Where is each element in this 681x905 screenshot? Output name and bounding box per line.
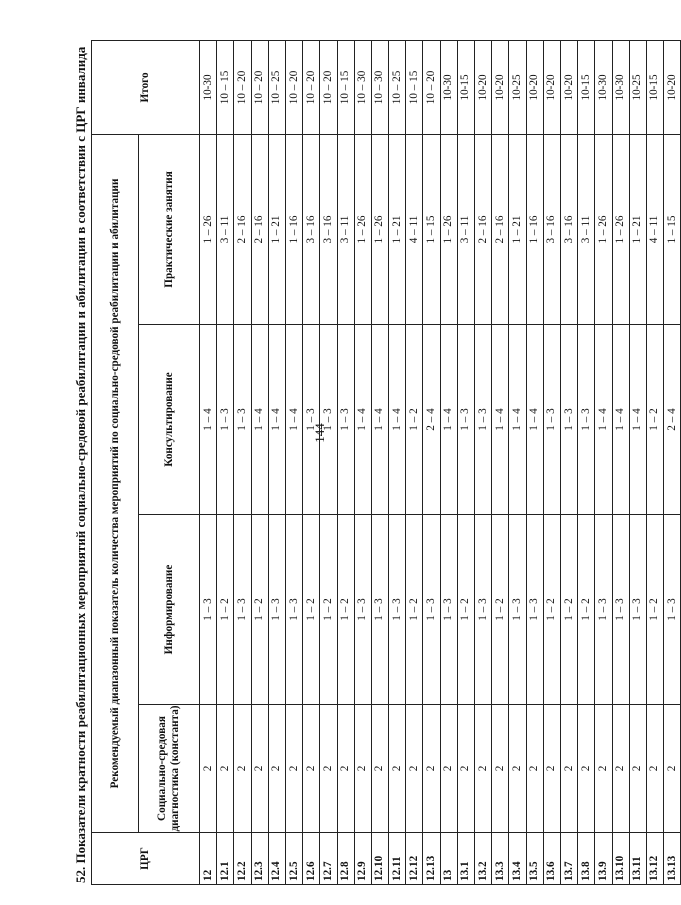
practical-cell: 1 – 26 [200,134,217,324]
table-row [526,40,543,884]
crg-cell: 13.4 [509,833,526,885]
total-cell: 10-20 [492,40,509,134]
crg-cell: 12.10 [371,833,388,885]
total-cell: 10-15 [457,40,474,134]
practical-cell: 3 – 16 [543,134,560,324]
crg-cell: 12.4 [268,833,285,885]
consulting-cell: 1 – 4 [629,325,646,515]
practical-cell: 3 – 11 [457,134,474,324]
consulting-cell: 1 – 4 [389,325,406,515]
informing-cell: 1 – 2 [217,515,234,705]
consulting-cell: 1 – 4 [595,325,612,515]
practical-cell: 3 – 11 [217,134,234,324]
total-cell: 10 – 25 [389,40,406,134]
consulting-cell: 1 – 3 [457,325,474,515]
consulting-cell: 1 – 4 [251,325,268,515]
crg-cell: 13.7 [560,833,577,885]
consulting-cell: 1 – 3 [337,325,354,515]
crg-cell: 13.8 [578,833,595,885]
practical-cell: 1 – 15 [423,134,440,324]
practical-cell: 1 – 21 [509,134,526,324]
diagnostics-cell: 2 [526,705,543,833]
table-row [251,40,268,884]
diagnostics-cell: 2 [457,705,474,833]
consulting-cell: 1 – 4 [492,325,509,515]
crg-cell: 13.12 [646,833,663,885]
page-number: 144 [312,423,327,443]
diagnostics-cell: 2 [578,705,595,833]
informing-cell: 1 – 3 [612,515,629,705]
table-row [234,40,251,884]
informing-cell: 1 – 2 [406,515,423,705]
crg-cell: 13.3 [492,833,509,885]
crg-cell: 13.13 [664,833,681,885]
crg-cell: 12 [200,833,217,885]
total-cell: 10-30 [612,40,629,134]
table-row [509,40,526,884]
total-cell: 10-15 [578,40,595,134]
table-row [578,40,595,884]
diagnostics-cell: 2 [543,705,560,833]
informing-cell: 1 – 3 [389,515,406,705]
informing-cell: 1 – 2 [303,515,320,705]
practical-cell: 2 – 16 [251,134,268,324]
informing-cell: 1 – 2 [492,515,509,705]
practical-cell: 3 – 16 [303,134,320,324]
table-row [457,40,474,884]
practical-cell: 3 – 11 [578,134,595,324]
consulting-cell: 1 – 4 [526,325,543,515]
table-row [285,40,302,884]
diagnostics-cell: 2 [251,705,268,833]
table-row [406,40,423,884]
practical-cell: 3 – 16 [320,134,337,324]
crg-cell: 12.7 [320,833,337,885]
header-practical: Практические занятия [139,134,200,324]
crg-cell: 13.9 [595,833,612,885]
informing-cell: 1 – 3 [664,515,681,705]
diagnostics-cell: 2 [303,705,320,833]
consulting-cell: 1 – 4 [285,325,302,515]
practical-cell: 1 – 21 [268,134,285,324]
diagnostics-cell: 2 [595,705,612,833]
informing-cell: 1 – 2 [560,515,577,705]
informing-cell: 1 – 2 [337,515,354,705]
crg-cell: 13.2 [475,833,492,885]
practical-cell: 1 – 26 [354,134,371,324]
diagnostics-cell: 2 [406,705,423,833]
total-cell: 10 – 15 [406,40,423,134]
total-cell: 10 – 30 [354,40,371,134]
crg-cell: 12.1 [217,833,234,885]
consulting-cell: 1 – 4 [440,325,457,515]
total-cell: 10-25 [629,40,646,134]
informing-cell: 1 – 3 [200,515,217,705]
crg-cell: 12.8 [337,833,354,885]
practical-cell: 1 – 16 [526,134,543,324]
consulting-cell: 1 – 4 [371,325,388,515]
informing-cell: 1 – 3 [475,515,492,705]
informing-cell: 1 – 3 [509,515,526,705]
table-row [664,40,681,884]
total-cell: 10 – 20 [320,40,337,134]
diagnostics-cell: 2 [612,705,629,833]
header-group: Рекомендуемый диапазонный показатель количества мероприятий по социально-средовой реабилитации и абилитации [92,134,139,832]
diagnostics-cell: 2 [389,705,406,833]
crg-cell: 12.5 [285,833,302,885]
crg-cell: 12.11 [389,833,406,885]
header-diagnostics: Социально-средовая диагностика (константа) [139,705,200,833]
header-informing: Информирование [139,515,200,705]
practical-cell: 3 – 11 [337,134,354,324]
rotated-table-block [71,41,678,885]
diagnostics-cell: 2 [320,705,337,833]
consulting-cell: 1 – 4 [200,325,217,515]
table-row [629,40,646,884]
table-row [543,40,560,884]
crg-cell: 12.3 [251,833,268,885]
total-cell: 10 – 30 [371,40,388,134]
consulting-cell: 1 – 3 [234,325,251,515]
practical-cell: 4 – 11 [406,134,423,324]
total-cell: 10 – 15 [337,40,354,134]
diagnostics-cell: 2 [509,705,526,833]
total-cell: 10-30 [595,40,612,134]
diagnostics-cell: 2 [492,705,509,833]
header-total: Итого [92,40,200,134]
crg-cell: 12.6 [303,833,320,885]
consulting-cell: 2 – 4 [423,325,440,515]
table-row [595,40,612,884]
crg-cell: 12.2 [234,833,251,885]
total-cell: 10 – 20 [285,40,302,134]
practical-cell: 1 – 26 [595,134,612,324]
crg-cell: 13.6 [543,833,560,885]
table-row [492,40,509,884]
consulting-cell: 1 – 4 [509,325,526,515]
table-row [560,40,577,884]
crg-cell: 12.12 [406,833,423,885]
consulting-cell: 1 – 3 [475,325,492,515]
table-row [646,40,663,884]
informing-cell: 1 – 3 [423,515,440,705]
table-row [337,40,354,884]
diagnostics-cell: 2 [354,705,371,833]
table-row [475,40,492,884]
table-row [389,40,406,884]
consulting-cell: 1 – 3 [320,325,337,515]
consulting-cell: 1 – 3 [543,325,560,515]
consulting-cell: 1 – 2 [406,325,423,515]
consulting-cell: 1 – 4 [354,325,371,515]
diagnostics-cell: 2 [423,705,440,833]
consulting-cell: 1 – 3 [578,325,595,515]
practical-cell: 1 – 16 [285,134,302,324]
practical-cell: 1 – 21 [389,134,406,324]
consulting-cell: 1 – 2 [646,325,663,515]
informing-cell: 1 – 2 [646,515,663,705]
total-cell: 10-20 [475,40,492,134]
total-cell: 10-20 [560,40,577,134]
practical-cell: 2 – 16 [475,134,492,324]
table-row [200,40,217,884]
total-cell: 10-30 [200,40,217,134]
header-crg: ЦРГ [92,833,200,885]
crg-cell: 13.5 [526,833,543,885]
table-body [200,40,681,884]
table-caption: 52. Показатели кратности реабилитационных мероприятий социально-средовой реабилитации и абилитации в соответствии с ЦРГ инвалида [73,46,88,883]
crg-cell: 13.10 [612,833,629,885]
crg-cell: 13.1 [457,833,474,885]
diagnostics-cell: 2 [337,705,354,833]
diagnostics-cell: 2 [646,705,663,833]
practical-cell: 1 – 26 [371,134,388,324]
practical-cell: 2 – 16 [234,134,251,324]
total-cell: 10 – 25 [268,40,285,134]
diagnostics-cell: 2 [475,705,492,833]
total-cell: 10-30 [440,40,457,134]
table-row [303,40,320,884]
informing-cell: 1 – 3 [595,515,612,705]
header-consulting: Консультирование [139,325,200,515]
crg-cell: 12.13 [423,833,440,885]
informing-cell: 1 – 2 [578,515,595,705]
informing-cell: 1 – 3 [526,515,543,705]
diagnostics-cell: 2 [371,705,388,833]
diagnostics-cell: 2 [560,705,577,833]
table-row [320,40,337,884]
total-cell: 10 – 20 [234,40,251,134]
rehab-table [91,40,681,885]
diagnostics-cell: 2 [629,705,646,833]
informing-cell: 1 – 3 [234,515,251,705]
total-cell: 10 – 15 [217,40,234,134]
table-row [217,40,234,884]
diagnostics-cell: 2 [268,705,285,833]
crg-cell: 13 [440,833,457,885]
diagnostics-cell: 2 [440,705,457,833]
informing-cell: 1 – 3 [371,515,388,705]
consulting-cell: 1 – 3 [217,325,234,515]
total-cell: 10 – 20 [303,40,320,134]
informing-cell: 1 – 2 [251,515,268,705]
informing-cell: 1 – 3 [440,515,457,705]
total-cell: 10-20 [526,40,543,134]
informing-cell: 1 – 2 [457,515,474,705]
table-row [354,40,371,884]
consulting-cell: 1 – 4 [612,325,629,515]
diagnostics-cell: 2 [200,705,217,833]
crg-cell: 12.9 [354,833,371,885]
total-cell: 10 – 20 [423,40,440,134]
total-cell: 10-25 [509,40,526,134]
total-cell: 10-20 [664,40,681,134]
practical-cell: 3 – 16 [560,134,577,324]
practical-cell: 1 – 21 [629,134,646,324]
consulting-cell: 1 – 3 [303,325,320,515]
informing-cell: 1 – 2 [320,515,337,705]
diagnostics-cell: 2 [664,705,681,833]
total-cell: 10-15 [646,40,663,134]
informing-cell: 1 – 3 [629,515,646,705]
practical-cell: 2 – 16 [492,134,509,324]
diagnostics-cell: 2 [234,705,251,833]
table-row [440,40,457,884]
informing-cell: 1 – 3 [285,515,302,705]
informing-cell: 1 – 3 [268,515,285,705]
total-cell: 10-20 [543,40,560,134]
practical-cell: 1 – 15 [664,134,681,324]
informing-cell: 1 – 2 [543,515,560,705]
consulting-cell: 1 – 3 [560,325,577,515]
practical-cell: 4 – 11 [646,134,663,324]
diagnostics-cell: 2 [217,705,234,833]
practical-cell: 1 – 26 [440,134,457,324]
table-row [371,40,388,884]
table-row [268,40,285,884]
table-row [423,40,440,884]
consulting-cell: 2 – 4 [664,325,681,515]
table-row [612,40,629,884]
practical-cell: 1 – 26 [612,134,629,324]
informing-cell: 1 – 3 [354,515,371,705]
crg-cell: 13.11 [629,833,646,885]
total-cell: 10 – 20 [251,40,268,134]
diagnostics-cell: 2 [285,705,302,833]
consulting-cell: 1 – 4 [268,325,285,515]
